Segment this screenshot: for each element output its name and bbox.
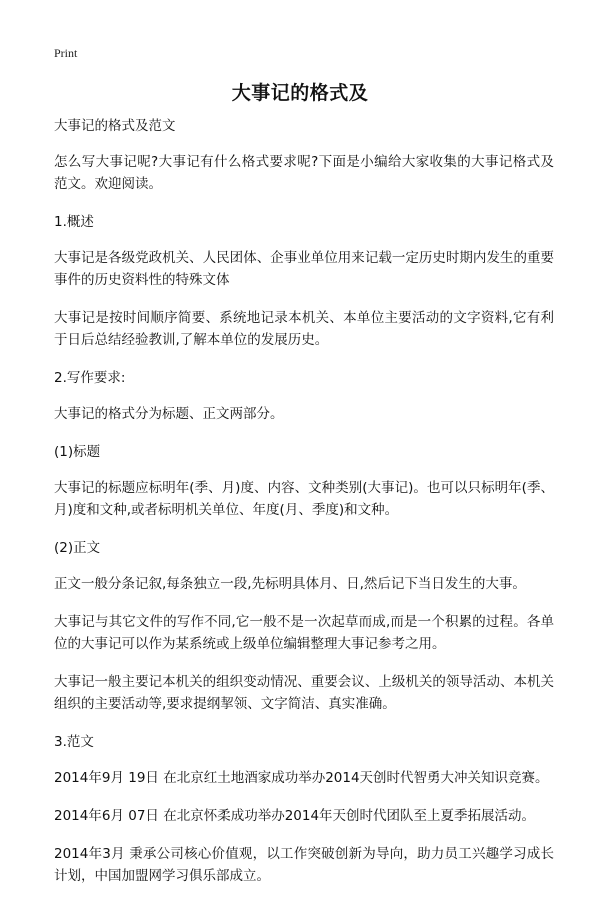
subsection-heading-title: (1)标题 [54, 444, 101, 460]
section-heading-requirements: 2.写作要求: [54, 370, 126, 386]
intro-paragraph: 怎么写大事记呢?大事记有什么格式要求呢?下面是小编给大家收集的大事记格式及范文。欢迎阅读。 [54, 154, 554, 192]
document-body [54, 115, 554, 903]
body-rules-paragraph-1: 正文一般分条记叙,每条独立一段,先标明具体月、日,然后记下当日发生的大事。 [54, 576, 526, 592]
section-heading-overview: 1.概述 [54, 214, 94, 230]
title-rules-paragraph: 大事记的标题应标明年(季、月)度、内容、文种类别(大事记)。也可以只标明年(季、月)度和文种,或者标明机关单位、年度(月、季度)和文种。 [54, 480, 554, 518]
document-title: 大事记的格式及 [231, 82, 369, 104]
subtitle: 大事记的格式及范文 [54, 118, 176, 134]
section-heading-examples: 3.范文 [54, 734, 94, 750]
example-entry-1: 2014年9月 19日 在北京红土地酒家成功举办2014天创时代智勇大冲关知识竞赛。 [54, 770, 549, 786]
body-rules-paragraph-2: 大事记与其它文件的写作不同,它一般不是一次起草而成,而是一个积累的过程。各单位的大事记可以作为某系统或上级单位编辑整理大事记参考之用。 [54, 614, 554, 652]
overview-paragraph-1: 大事记是各级党政机关、人民团体、企事业单位用来记载一定历史时期内发生的重要事件的历史资料性的特殊文体 [54, 250, 554, 288]
subsection-heading-body: (2)正文 [54, 540, 101, 556]
requirements-paragraph: 大事记的格式分为标题、正文两部分。 [54, 406, 284, 422]
example-entry-2: 2014年6月 07日 在北京怀柔成功举办2014年天创时代团队至上夏季拓展活动。 [54, 808, 536, 824]
example-entry-3: 2014年3月 秉承公司核心价值观，以工作突破创新为导向，助力员工兴趣学习成长计划，中国加盟网学习俱乐部成立。 [54, 846, 554, 884]
body-rules-paragraph-3: 大事记一般主要记本机关的组织变动情况、重要会议、上级机关的领导活动、本机关组织的主要活动等,要求提纲挈领、文字简洁、真实准确。 [54, 674, 554, 712]
print-label: Print [54, 46, 78, 60]
overview-paragraph-2: 大事记是按时间顺序简要、系统地记录本机关、本单位主要活动的文字资料,它有利于日后总结经验教训,了解本单位的发展历史。 [54, 310, 554, 348]
